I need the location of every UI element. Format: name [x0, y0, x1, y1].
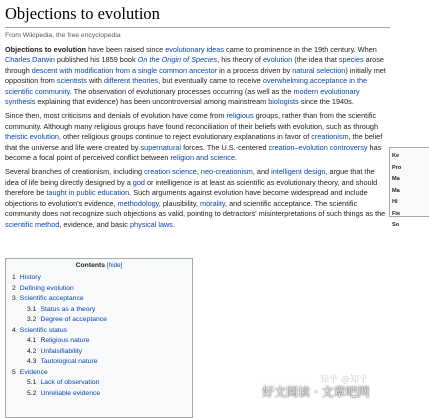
- link-different-theories[interactable]: different theories: [103, 76, 159, 86]
- link-god[interactable]: god: [132, 177, 145, 187]
- intro-paragraph-1: Objections to evolution have been raised since evolutionary ideas came to prominence in the 19th century. When Charles Darwin published his 1859 book On the Origin of Species, his theory of evolution (the idea that species arose through descent with modification from a single common ancestor in a process driven by natural selection) initially met opposition from scientists with different theories, but eventually came to receive overwhelming acceptance in the scientific community. The observation of evolutionary processes occurring (as well as the modern evolutionary synthesis explaining that evidence) has been uncontroversial among mainstream biologists since the 1940s.: [5, 45, 386, 107]
- link-supernatural[interactable]: supernatural: [140, 142, 182, 152]
- link-evolutionary-ideas[interactable]: evolutionary ideas: [165, 45, 225, 54]
- toc-item-history[interactable]: 1 History: [12, 274, 41, 281]
- infobox-row: Ke: [392, 153, 400, 159]
- link-modern-synthesis[interactable]: modern evolutionary synthesis: [5, 86, 360, 107]
- toc-item-degree-of-acceptance[interactable]: 3.2 Degree of acceptance: [27, 316, 107, 323]
- link-common-descent[interactable]: descent with modification from a single common ancestor: [31, 65, 218, 75]
- link-methodology[interactable]: methodology: [117, 198, 159, 208]
- article-content: [5, 0, 390, 234]
- link-creation-science[interactable]: creation science: [144, 167, 197, 177]
- toc-title: Contents: [75, 262, 106, 269]
- infobox-row: Pro: [392, 164, 402, 171]
- intro-paragraph-2: Since then, most criticisms and denials of evolution have come from religious groups, rather than from the scientific community. Although many religious groups have found reconciliation of their beliefs with evolution, such as through theistic evolution, other religious groups continue to reject evolutionary explanations in favor of creationism, the belief that the universe and life were created by supernatural forces. The U.S.-centered creation–evolution controversy has become a focal point of perceived conflict between religion and science.: [5, 111, 383, 163]
- infobox-row: So: [392, 222, 400, 228]
- link-physical-laws[interactable]: physical laws: [129, 219, 173, 229]
- zhihu-watermark: 知乎 @知乎: [320, 375, 368, 385]
- infobox-row: Hi: [392, 199, 398, 205]
- link-scientists[interactable]: scientists: [56, 76, 87, 86]
- link-public-education[interactable]: taught in public education: [46, 188, 130, 198]
- link-morality[interactable]: morality: [200, 198, 226, 208]
- link-intelligent-design[interactable]: intelligent design: [271, 167, 326, 177]
- table-of-contents: [5, 258, 193, 418]
- article-subject: Objections to evolution: [5, 45, 87, 54]
- infobox-row: Ma: [392, 187, 400, 194]
- site-tagline: From Wikipedia, the free encyclopedia: [5, 32, 121, 39]
- link-biologists[interactable]: biologists: [268, 97, 299, 107]
- toc-item-evidence[interactable]: 5 Evidence: [12, 368, 48, 376]
- infobox-row: Ma: [392, 176, 400, 182]
- link-creation-evolution-controversy[interactable]: creation–evolution controversy: [268, 142, 368, 152]
- link-scientific-acceptance[interactable]: overwhelming acceptance in the scientific community: [5, 76, 368, 96]
- toc-item-unreliable-evidence[interactable]: 5.2 Unreliable evidence: [27, 389, 101, 397]
- toc-list: [12, 273, 186, 399]
- toc-item-defining-evolution[interactable]: 2 Defining evolution: [12, 284, 74, 292]
- infobox-edge: [389, 147, 429, 228]
- link-theistic-evolution[interactable]: theistic evolution: [5, 132, 59, 142]
- toc-item-tautological-nature[interactable]: 4.3 Tautological nature: [27, 358, 98, 365]
- toc-item-religious-nature[interactable]: 4.1 Religious nature: [27, 337, 90, 344]
- link-evolution[interactable]: evolution: [263, 55, 293, 65]
- link-scientific-method[interactable]: scientific method: [5, 219, 60, 229]
- toc-item-lack-of-observation[interactable]: 5.1 Lack of observation: [27, 379, 100, 386]
- toc-item-status-as-theory[interactable]: 3.1 Status as a theory: [27, 305, 96, 313]
- link-religious[interactable]: religious: [226, 111, 254, 121]
- toc-hide-toggle[interactable]: [hide]: [106, 262, 123, 269]
- site-watermark: 好文阅读 · 文章吧网: [262, 385, 370, 399]
- infobox-row: Fie: [392, 210, 401, 217]
- link-creationism[interactable]: creationism: [311, 132, 349, 142]
- intro-paragraph-3: Several branches of creationism, including creation science, neo-creationism, and intelligent design, argue that the idea of life being directly designed by a god or intelligence is at least as scientific as evolutionary theory, and should therefore be taught in public education. Such arguments against evolution have become widespread and include objections to evolution's evidence, methodology, plausibility, morality, and scientific acceptance. The scientific community does not recognize such objections as valid, pointing to detractors' misinterpretations of such things as the scientific method, evidence, and basic physical laws.: [5, 167, 386, 229]
- link-neo-creationism[interactable]: neo-creationism: [200, 167, 253, 177]
- toc-item-unfalsifiability[interactable]: 4.2 Unfalsifiability: [27, 347, 83, 355]
- page-title: Objections to evolution: [5, 4, 390, 28]
- link-natural-selection[interactable]: natural selection: [292, 65, 346, 75]
- toc-item-scientific-status[interactable]: 4 Scientific status: [12, 326, 68, 334]
- link-origin-of-species[interactable]: On the Origin of Species: [137, 55, 218, 65]
- toc-header: [12, 262, 186, 269]
- link-species[interactable]: species: [338, 55, 364, 65]
- toc-item-scientific-acceptance[interactable]: 3 Scientific acceptance: [12, 295, 84, 302]
- link-charles-darwin[interactable]: Charles Darwin: [5, 55, 55, 65]
- link-religion-and-science[interactable]: religion and science: [170, 153, 235, 163]
